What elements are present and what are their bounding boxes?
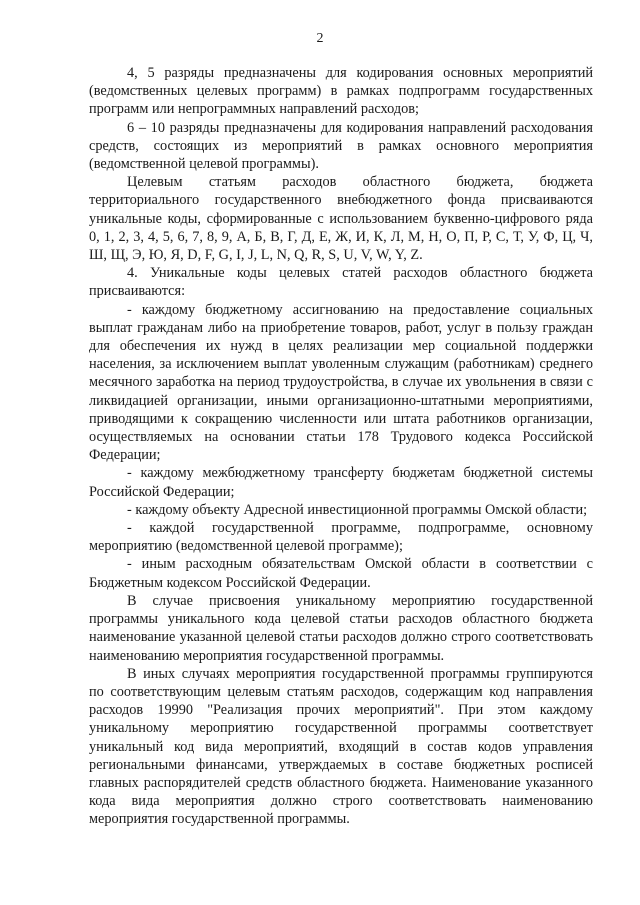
list-item-social-payments: - каждому бюджетному ассигнованию на предоставление социальных выплат гражданам либо на приобретение товаров, работ, услуг в пользу граждан для обеспечения их нужд в целях реализации мер социальной поддержки населения, за исключением выплат уволенным служащим (работникам) среднего месячного заработка на период трудоустройства, в случае их увольнения в связи с ликвидацией организации, иными организационно-штатными мероприятиями, приводящими к сокращению численности или штата работников организации, осуществляемых на основании статьи 178 Трудового кодекса Российской Федерации; [89,301,593,464]
document-body [89,64,593,829]
list-item-investment-program-object: - каждому объекту Адресной инвестиционной программы Омской области; [127,501,588,518]
list-item-interbudget-transfers: - каждому межбюджетному трансферту бюджетам бюджетной системы Российской Федерации; [89,465,593,500]
list-item-state-program: - каждой государственной программе, подпрограмме, основному мероприятию (ведомственной целевой программе); [89,520,593,555]
page-number: 2 [316,31,324,46]
paragraph-digits-4-5: 4, 5 разряды предназначены для кодирования основных мероприятий (ведомственных целевых программ) в рамках подпрограмм государственных программ или непрограммных направлений расходов; [89,65,593,118]
list-item-other-obligations: - иным расходным обязательствам Омской области в соответствии с Бюджетным кодексом Российской Федерации. [89,556,593,591]
paragraph-unique-code-naming: В случае присвоения уникальному мероприятию государственной программы уникального кода целевой статьи расходов областного бюджета наименование указанной целевой статьи расходов должно строго соответствовать наименованию мероприятия государственной программы. [89,592,593,664]
paragraph-unique-codes-alphabet: Целевым статьям расходов областного бюджета, бюджета территориального государственного внебюджетного фонда присваиваются уникальные коды, сформированные с использованием буквенно-цифрового ряда 0, 1, 2, 3, 4, 5, 6, 7, 8, 9, А, Б, В, Г, Д, Е, Ж, И, К, Л, М, Н, О, П, Р, С, Т, У, Ф, Ц, Ч, Ш, Щ, Э, Ю, Я, D, F, G, I, J, L, N, Q, R, S, U, V, W, Y, Z. [89,174,593,264]
paragraph-other-cases: В иных случаях мероприятия государственной программы группируются по соответствующим целевым статьям расходов, содержащим код направления расходов 19990 "Реализация прочих мероприятий". При этом каждому уникальному мероприятию государственной программы соответствует уникальный код вида мероприятий, входящий в состав кодов управления региональными финансами, утверждаемых в составе бюджетных росписей главных распорядителей средств областного бюджета. Наименование указанного кода вида мероприятия должно строго соответствовать наименованию мероприятия государственной программы. [89,665,593,828]
paragraph-section-4-heading: 4. Уникальные коды целевых статей расходов областного бюджета присваиваются: [89,265,593,300]
paragraph-digits-6-10: 6 – 10 разряды предназначены для кодирования направлений расходования средств, состоящих из мероприятий в рамках основного мероприятия (ведомственной целевой программы). [89,119,593,173]
